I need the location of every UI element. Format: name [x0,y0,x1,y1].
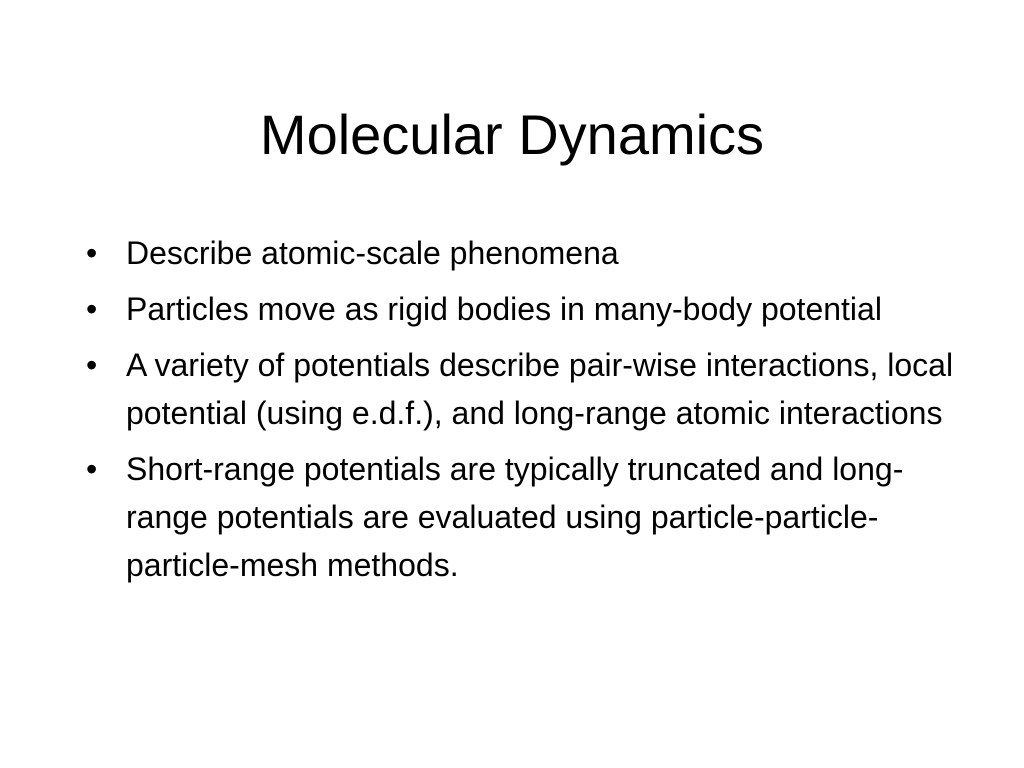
bullet-text: A variety of potentials describe pair-wise interactions, local potential (using e.d.f.), and long-range atomic interactions [126,347,954,431]
bullet-text: Particles move as rigid bodies in many-body potential [126,291,882,327]
slide-title: Molecular Dynamics [259,103,765,166]
bullet-item [84,341,954,437]
bullet-text: Short-range potentials are typically truncated and long-range potentials are evaluated using particle-particle-particle-mesh methods. [126,451,904,583]
bullet-item [84,285,954,333]
bullet-list [84,229,954,597]
bullet-dot-icon: • [86,291,98,327]
bullet-dot-icon: • [86,235,98,271]
bullet-dot-icon: • [86,347,98,383]
bullet-item [84,445,954,589]
bullet-text: Describe atomic-scale phenomena [126,235,619,271]
bullet-item [84,229,954,277]
bullet-dot-icon: • [86,451,98,487]
